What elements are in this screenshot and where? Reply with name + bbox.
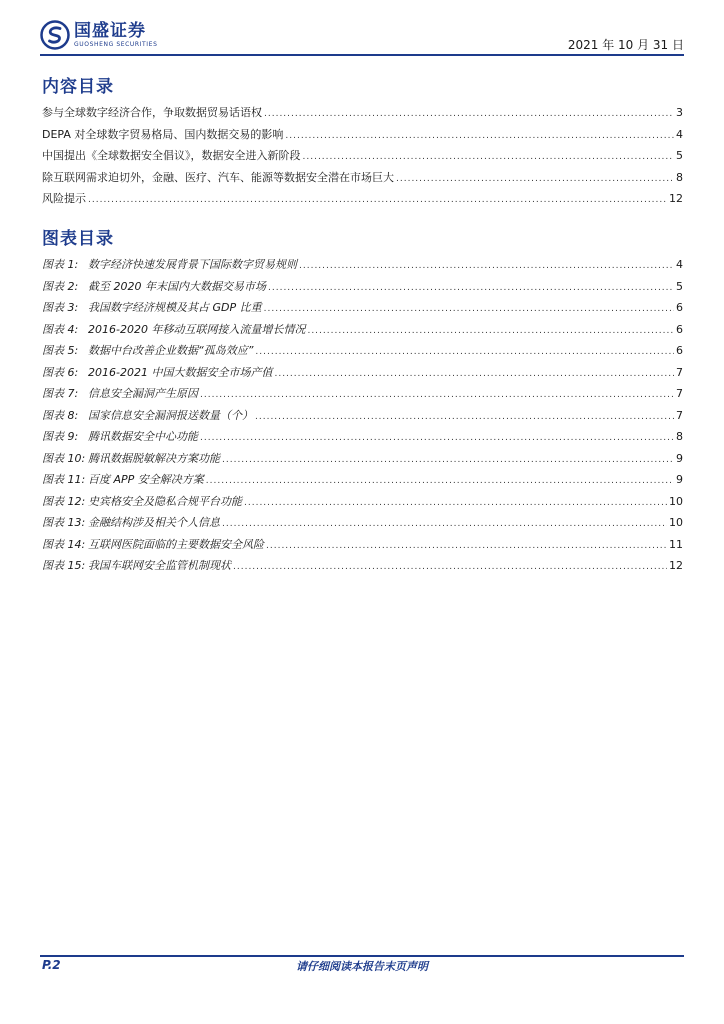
dot-leader (303, 147, 675, 169)
figure-label (42, 340, 253, 362)
toc-list-item[interactable] (42, 124, 683, 146)
page-ref: 4 (676, 258, 683, 271)
figure-title: 腾讯数据安全中心功能 (88, 430, 198, 443)
dot-leader (274, 364, 674, 386)
page-ref: 12 (669, 559, 683, 572)
figure-list-item[interactable] (42, 534, 683, 556)
figure-list-item[interactable] (42, 555, 683, 577)
figure-list-item[interactable] (42, 426, 683, 448)
figure-label (42, 448, 220, 470)
figures-title: 图表目录 (42, 229, 114, 249)
figure-number: 图表 13: (42, 516, 86, 529)
figure-title: 互联网医院面临的主要数据安全风险 (88, 537, 264, 551)
page-ref: 7 (676, 365, 683, 379)
figure-title: 国家信息安全漏洞报送数量（个） (88, 408, 253, 422)
dot-leader (264, 299, 674, 321)
page-ref: 10 (669, 516, 683, 529)
toc-list-item[interactable] (42, 167, 683, 189)
figure-number: 图表 5: (42, 344, 79, 357)
dot-leader (268, 278, 674, 300)
page-ref: 3 (676, 106, 683, 119)
page-number: P.2 (42, 958, 61, 972)
figure-list-item[interactable] (42, 319, 683, 341)
figure-number: 图表 1: (42, 258, 79, 271)
toc-list-item[interactable] (42, 145, 683, 167)
figure-number: 图表 15: (42, 559, 86, 572)
dot-leader (222, 514, 667, 536)
page-ref: 8 (676, 430, 683, 443)
figure-number: 图表 11: (42, 473, 86, 486)
dot-leader (88, 190, 667, 212)
dot-leader (206, 471, 674, 493)
figure-list-item[interactable] (42, 340, 683, 362)
dot-leader (200, 428, 674, 450)
figure-number: 图表 7: (42, 387, 79, 400)
header-divider (40, 54, 684, 56)
company-logo (40, 20, 157, 50)
figures-list (42, 254, 683, 577)
figure-label (42, 534, 264, 556)
toc-label: DEPA 对全球数字贸易格局、国内数据交易的影响 (42, 127, 284, 141)
toc-title: 内容目录 (42, 77, 114, 97)
footer-divider (40, 955, 684, 957)
figure-title: 金融结构涉及相关个人信息 (88, 516, 220, 529)
figure-list-item[interactable] (42, 512, 683, 534)
figure-number: 图表 8: (42, 408, 79, 422)
figure-title: 百度 APP 安全解决方案 (88, 473, 204, 486)
page-ref: 8 (676, 170, 683, 184)
toc-label: 中国提出《全球数据安全倡议》，数据安全进入新阶段 (42, 149, 301, 162)
dot-leader (264, 104, 674, 126)
figure-label (42, 491, 242, 513)
figure-label (42, 426, 198, 448)
figure-list-item[interactable] (42, 469, 683, 491)
page-ref: 6 (676, 344, 683, 357)
disclaimer-note: 请仔细阅读本报告末页声明 (296, 960, 428, 973)
figure-list-item[interactable] (42, 383, 683, 405)
figure-number: 图表 2: (42, 279, 79, 293)
page-ref: 7 (676, 387, 683, 400)
figure-number: 图表 4: (42, 322, 79, 336)
page-ref: 12 (669, 192, 683, 205)
figure-title: 腾讯数据脱敏解决方案功能 (88, 451, 220, 465)
page-ref: 5 (676, 149, 683, 162)
figure-label (42, 383, 198, 405)
figure-list-item[interactable] (42, 254, 683, 276)
figure-label (42, 276, 266, 298)
page-ref: 6 (676, 322, 683, 336)
page-ref: 11 (669, 537, 683, 551)
toc-label: 参与全球数字经济合作，争取数据贸易话语权 (42, 106, 262, 119)
page-ref: 9 (676, 473, 683, 486)
dot-leader (266, 536, 667, 558)
logo-name: 国盛证券 (74, 21, 146, 41)
figure-title: 截至 2020 年末国内大数据交易市场 (88, 279, 266, 293)
figure-label (42, 512, 220, 534)
guosheng-logo-icon (40, 20, 70, 50)
figure-number: 图表 14: (42, 537, 86, 551)
page-ref: 4 (676, 127, 683, 141)
figure-label (42, 405, 253, 427)
figure-title: 数据中台改善企业数据“孤岛效应” (88, 344, 254, 357)
figure-number: 图表 6: (42, 365, 79, 379)
toc-list-item[interactable] (42, 102, 683, 124)
dot-leader (299, 256, 674, 278)
dot-leader (200, 385, 674, 407)
figure-list-item[interactable] (42, 362, 683, 384)
toc-label: 风险提示 (42, 192, 86, 205)
dot-leader (244, 493, 667, 515)
figure-title: 数字经济快速发展背景下国际数字贸易规则 (88, 258, 297, 271)
dot-leader (255, 407, 674, 429)
page-header (40, 18, 684, 54)
report-date: 2021 年 10 月 31 日 (567, 38, 684, 52)
figure-label (42, 469, 204, 491)
figure-label (42, 297, 262, 319)
page-ref: 5 (676, 279, 683, 293)
figure-label (42, 319, 305, 341)
figure-number: 图表 12: (42, 494, 86, 508)
figure-number: 图表 3: (42, 301, 79, 314)
figure-list-item[interactable] (42, 405, 683, 427)
figure-label (42, 362, 272, 384)
figure-title: 史宾格安全及隐私合规平台功能 (88, 494, 242, 508)
figure-title: 我国车联网安全监管机制现状 (88, 559, 231, 572)
toc-label: 除互联网需求迫切外，金融、医疗、汽车、能源等数据安全潜在市场巨大 (42, 170, 394, 184)
figure-list-item[interactable] (42, 491, 683, 513)
dot-leader (396, 169, 674, 191)
figure-label (42, 555, 231, 577)
page-ref: 9 (676, 451, 683, 465)
dot-leader (255, 342, 674, 364)
figure-label (42, 254, 297, 276)
figure-title: 2016-2020 年移动互联网接入流量增长情况 (88, 322, 306, 336)
figure-number: 图表 9: (42, 430, 79, 443)
toc-list-item[interactable] (42, 188, 683, 210)
figure-title: 我国数字经济规模及其占 GDP 比重 (88, 301, 262, 314)
figure-list-item[interactable] (42, 448, 683, 470)
figure-list-item[interactable] (42, 276, 683, 298)
figure-title: 2016-2021 中国大数据安全市场产值 (88, 365, 273, 379)
figure-number: 图表 10: (42, 451, 86, 465)
logo-subtitle: GUOSHENG SECURITIES (74, 41, 158, 48)
dot-leader (233, 557, 667, 579)
dot-leader (307, 321, 674, 343)
dot-leader (222, 450, 674, 472)
dot-leader (285, 126, 674, 148)
figure-title: 信息安全漏洞产生原因 (88, 387, 198, 400)
figure-list-item[interactable] (42, 297, 683, 319)
page-ref: 10 (669, 494, 683, 508)
toc-list (42, 102, 683, 210)
page-ref: 6 (676, 301, 683, 314)
page-ref: 7 (676, 408, 683, 422)
